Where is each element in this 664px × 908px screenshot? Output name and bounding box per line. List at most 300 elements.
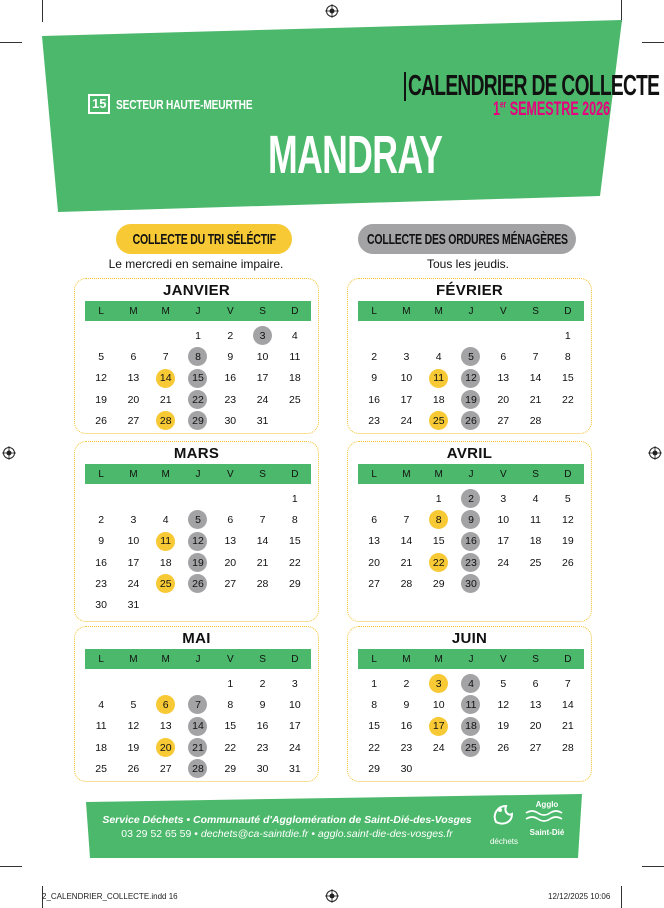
day-number: 5 (130, 698, 137, 711)
household-collection-day (182, 758, 214, 779)
selective-collection-day (423, 368, 455, 389)
day-number: 5 (188, 510, 207, 529)
day-cell (519, 509, 551, 530)
day-cell (552, 531, 584, 552)
day-cell (85, 368, 117, 389)
day-number: 7 (403, 513, 410, 526)
day-cell (358, 737, 390, 758)
day-number: 25 (429, 411, 448, 430)
day-number: 17 (429, 717, 448, 736)
day-cell (487, 737, 519, 758)
selective-collection-label: COLLECTE DU TRI SÉLÉCTIF (132, 230, 276, 248)
day-cell (279, 325, 311, 346)
day-number: 11 (429, 369, 448, 388)
semester-label (493, 100, 610, 119)
household-collection-day (455, 509, 487, 530)
day-cell (117, 368, 149, 389)
day-number: 8 (429, 510, 448, 529)
day-cell (423, 531, 455, 552)
day-cell (214, 389, 246, 410)
day-cell (214, 737, 246, 758)
day-number: 16 (461, 532, 480, 551)
day-number: 1 (227, 677, 234, 690)
empty-day (519, 325, 551, 346)
day-number: 8 (371, 698, 378, 711)
household-collection-day (455, 346, 487, 367)
day-cell (390, 531, 422, 552)
day-cell (487, 694, 519, 715)
day-cell (117, 509, 149, 530)
day-cell (552, 716, 584, 737)
day-number: 19 (461, 390, 480, 409)
day-number: 16 (400, 720, 413, 733)
day-number: 29 (368, 762, 380, 775)
selective-collection-day (150, 410, 182, 431)
day-cell (85, 346, 117, 367)
day-cell (552, 552, 584, 573)
day-number: 5 (500, 677, 507, 690)
weekday-label: S (532, 305, 539, 317)
day-number: 26 (95, 414, 107, 427)
day-cell (358, 531, 390, 552)
day-number: 27 (529, 741, 542, 754)
empty-day (390, 325, 422, 346)
day-number: 2 (461, 489, 480, 508)
day-cell (390, 368, 422, 389)
day-number: 31 (127, 599, 140, 612)
day-cell (246, 346, 278, 367)
selective-collection-day (423, 410, 455, 431)
day-number: 6 (532, 677, 539, 690)
sector-number: 15 (92, 96, 107, 111)
registration-mark-icon (648, 446, 662, 460)
day-cell (85, 716, 117, 737)
day-number: 24 (256, 393, 269, 406)
day-cell (390, 346, 422, 367)
weekday-label: L (371, 468, 377, 480)
day-number: 23 (224, 393, 237, 406)
day-number: 31 (289, 762, 301, 775)
day-number: 1 (195, 329, 201, 342)
footer-organization: Service Déchets • Communauté d'Agglomération de Saint-Dié-des-Vosges (102, 814, 472, 826)
day-cell (214, 673, 246, 694)
day-number: 20 (529, 720, 542, 733)
day-number: 13 (497, 372, 510, 385)
day-number: 19 (497, 720, 510, 733)
day-number: 26 (127, 762, 140, 775)
day-number: 20 (156, 738, 175, 757)
day-number: 5 (564, 492, 571, 505)
day-number: 27 (159, 762, 172, 775)
day-number: 27 (224, 577, 237, 590)
weekday-header (85, 649, 311, 669)
empty-day (85, 673, 117, 694)
weekday-header (358, 649, 584, 669)
agglo-logo (522, 800, 572, 844)
day-number: 14 (156, 369, 175, 388)
day-cell (117, 552, 149, 573)
household-collection-day (246, 325, 278, 346)
weekday-label: M (161, 653, 170, 665)
day-cell (117, 737, 149, 758)
day-number: 28 (188, 759, 207, 778)
household-collection-label: COLLECTE DES ORDURES MÉNAGÈRES (366, 230, 568, 248)
days-grid (358, 488, 584, 594)
day-number: 2 (403, 677, 410, 690)
selective-collection-badge (116, 224, 292, 254)
day-cell (519, 552, 551, 573)
day-number: 6 (500, 350, 507, 363)
day-cell (423, 389, 455, 410)
day-cell (150, 716, 182, 737)
day-cell (117, 758, 149, 779)
household-collection-day (182, 694, 214, 715)
day-number: 4 (461, 674, 480, 693)
sector-label: SECTEUR HAUTE-MEURTHE (116, 96, 253, 112)
day-number: 8 (188, 347, 207, 366)
day-number: 14 (188, 717, 207, 736)
day-cell (552, 694, 584, 715)
registration-mark-icon (2, 446, 16, 460)
household-collection-day (455, 694, 487, 715)
day-cell (150, 346, 182, 367)
day-cell (246, 694, 278, 715)
day-number: 27 (127, 414, 140, 427)
day-cell (150, 509, 182, 530)
weekday-label: V (499, 305, 507, 317)
day-cell (390, 737, 422, 758)
day-number: 6 (371, 513, 378, 526)
household-collection-badge (358, 224, 576, 254)
day-cell (487, 673, 519, 694)
day-number: 29 (188, 411, 207, 430)
empty-day (358, 488, 390, 509)
day-number: 4 (435, 350, 442, 363)
day-cell (519, 410, 551, 431)
day-number: 30 (461, 574, 480, 593)
month-name: FÉVRIER (435, 282, 504, 299)
empty-day (423, 325, 455, 346)
weekday-label: J (468, 653, 474, 665)
weekday-header (85, 464, 311, 484)
weekday-label: M (129, 653, 138, 665)
day-cell (552, 389, 584, 410)
weekday-label: D (564, 305, 572, 317)
selective-collection-note: Le mercredi en semaine impaire. (108, 257, 284, 271)
day-number: 24 (497, 556, 510, 569)
crop-mark (621, 886, 622, 908)
day-number: 18 (159, 556, 172, 569)
day-number: 3 (429, 674, 448, 693)
day-number: 16 (368, 393, 380, 406)
weekday-label: M (434, 305, 443, 317)
day-number: 28 (562, 741, 574, 754)
day-cell (85, 552, 117, 573)
day-number: 23 (256, 741, 269, 754)
day-cell (423, 573, 455, 594)
day-number: 14 (529, 372, 542, 385)
month-name: MAI (182, 630, 211, 647)
day-number: 15 (224, 720, 237, 733)
day-number: 25 (289, 393, 301, 406)
registration-mark-icon (325, 889, 339, 903)
day-number: 18 (529, 535, 542, 548)
day-number: 6 (156, 695, 175, 714)
day-number: 22 (368, 741, 380, 754)
empty-day (150, 325, 182, 346)
day-cell (552, 673, 584, 694)
empty-day (214, 488, 246, 509)
day-cell (487, 346, 519, 367)
day-number: 15 (188, 369, 207, 388)
day-number: 17 (497, 535, 510, 548)
day-number: 16 (224, 372, 237, 385)
day-cell (358, 716, 390, 737)
empty-day (85, 325, 117, 346)
day-cell (279, 488, 311, 509)
day-cell (552, 346, 584, 367)
day-cell (246, 410, 278, 431)
day-number: 20 (368, 556, 380, 569)
day-number: 20 (127, 393, 140, 406)
footer-website[interactable]: agglo.saint-die-des-vosges.fr (317, 828, 453, 840)
day-number: 16 (95, 556, 107, 569)
day-cell (246, 531, 278, 552)
day-cell (150, 758, 182, 779)
weekday-label: J (468, 468, 474, 480)
day-number: 28 (256, 577, 269, 590)
calendar-title: CALENDRIER DE COLLECTE (404, 72, 659, 101)
day-cell (117, 410, 149, 431)
household-collection-day (455, 737, 487, 758)
day-cell (519, 389, 551, 410)
print-slug-file: 2_CALENDRIER_COLLECTE.indd 16 (42, 892, 178, 901)
day-number: 17 (127, 556, 140, 569)
month-card (347, 626, 592, 782)
day-cell (552, 509, 584, 530)
day-cell (214, 531, 246, 552)
empty-day (85, 488, 117, 509)
day-number: 13 (159, 720, 172, 733)
day-cell (423, 737, 455, 758)
day-number: 2 (259, 677, 266, 690)
day-number: 7 (162, 350, 169, 363)
day-cell (85, 410, 117, 431)
day-cell (390, 673, 422, 694)
semester-ordinal: er (499, 99, 507, 111)
day-cell (85, 758, 117, 779)
day-number: 4 (98, 698, 105, 711)
day-cell (519, 737, 551, 758)
household-collection-day (455, 531, 487, 552)
day-number: 1 (435, 492, 442, 505)
empty-day (390, 488, 422, 509)
weekday-label: L (98, 468, 104, 480)
day-cell (150, 389, 182, 410)
day-number: 23 (368, 414, 380, 427)
day-cell (85, 594, 117, 615)
footer-contact: 03 29 52 65 59 • dechets@ca-saintdie.fr • agglo.saint-die-des-vosges.fr (121, 828, 453, 840)
day-cell (214, 410, 246, 431)
day-number: 30 (256, 762, 269, 775)
day-number: 25 (95, 762, 107, 775)
day-number: 8 (564, 350, 571, 363)
household-collection-day (182, 573, 214, 594)
day-cell (85, 694, 117, 715)
day-number: 25 (461, 738, 480, 757)
weekday-label: S (259, 468, 266, 480)
day-number: 3 (130, 513, 137, 526)
selective-collection-day (423, 552, 455, 573)
days-grid (85, 488, 311, 616)
weekday-label: D (564, 468, 572, 480)
day-number: 18 (461, 717, 480, 736)
day-cell (390, 573, 422, 594)
day-number: 5 (461, 347, 480, 366)
month-name: AVRIL (446, 445, 493, 462)
day-number: 4 (291, 329, 298, 342)
day-number: 13 (368, 535, 380, 548)
weekday-label: L (371, 305, 377, 317)
day-cell (519, 368, 551, 389)
household-collection-day (182, 389, 214, 410)
day-number: 23 (461, 553, 480, 572)
day-cell (487, 488, 519, 509)
day-number: 12 (188, 532, 207, 551)
day-cell (246, 673, 278, 694)
day-number: 10 (497, 513, 510, 526)
day-cell (117, 594, 149, 615)
day-number: 11 (95, 720, 107, 733)
empty-day (117, 488, 149, 509)
day-cell (279, 573, 311, 594)
day-cell (279, 552, 311, 573)
selective-collection-day (150, 737, 182, 758)
crop-mark (642, 866, 664, 867)
selective-collection-day (423, 509, 455, 530)
weekday-label: L (371, 653, 377, 665)
sector-badge (88, 94, 291, 114)
day-cell (117, 573, 149, 594)
weekday-label: M (161, 468, 170, 480)
day-number: 20 (497, 393, 510, 406)
day-cell (358, 410, 390, 431)
footer-email[interactable]: dechets@ca-saintdie.fr (200, 828, 309, 840)
weekday-label: D (291, 305, 299, 317)
day-cell (85, 737, 117, 758)
weekday-label: V (499, 653, 507, 665)
day-number: 24 (432, 741, 445, 754)
selective-collection-day (423, 716, 455, 737)
day-cell (214, 716, 246, 737)
household-collection-day (182, 737, 214, 758)
day-cell (182, 325, 214, 346)
recycle-leaf-icon (486, 800, 522, 830)
day-cell (214, 346, 246, 367)
day-cell (390, 716, 422, 737)
weekday-label: M (402, 468, 411, 480)
day-number: 29 (224, 762, 237, 775)
weekday-label: S (259, 653, 266, 665)
day-number: 4 (162, 513, 169, 526)
day-cell (552, 325, 584, 346)
day-cell (358, 673, 390, 694)
days-grid (358, 325, 584, 431)
day-number: 1 (564, 329, 571, 342)
day-number: 21 (562, 720, 574, 733)
day-number: 13 (224, 535, 237, 548)
day-number: 9 (461, 510, 480, 529)
month-card (347, 278, 592, 434)
weekday-label: L (98, 305, 104, 317)
day-number: 26 (188, 574, 207, 593)
day-number: 2 (371, 350, 378, 363)
day-number: 14 (562, 698, 574, 711)
day-cell (246, 573, 278, 594)
day-cell (279, 368, 311, 389)
day-number: 12 (562, 513, 574, 526)
day-cell (358, 694, 390, 715)
day-cell (246, 716, 278, 737)
weekday-label: V (499, 468, 507, 480)
crop-mark (0, 866, 22, 867)
household-collection-day (455, 716, 487, 737)
day-cell (487, 531, 519, 552)
day-number: 21 (188, 738, 207, 757)
day-number: 29 (289, 577, 301, 590)
household-collection-day (182, 368, 214, 389)
day-cell (390, 758, 422, 779)
household-collection-day (182, 410, 214, 431)
day-number: 24 (289, 741, 301, 754)
day-number: 10 (289, 698, 301, 711)
day-cell (279, 509, 311, 530)
day-cell (246, 509, 278, 530)
day-cell (246, 737, 278, 758)
day-cell (487, 389, 519, 410)
weekday-label: S (532, 468, 539, 480)
day-cell (85, 509, 117, 530)
day-number: 17 (289, 720, 301, 733)
day-number: 27 (497, 414, 510, 427)
day-number: 7 (532, 350, 539, 363)
day-number: 9 (371, 372, 378, 385)
day-cell (358, 509, 390, 530)
day-number: 9 (227, 350, 234, 363)
day-cell (214, 509, 246, 530)
day-cell (552, 737, 584, 758)
day-number: 22 (224, 741, 237, 754)
month-card (74, 626, 319, 782)
day-number: 17 (400, 393, 413, 406)
day-cell (85, 573, 117, 594)
weekday-label: J (468, 305, 474, 317)
day-cell (358, 758, 390, 779)
day-number: 15 (562, 372, 574, 385)
weekday-label: M (129, 468, 138, 480)
day-number: 18 (432, 393, 445, 406)
weekday-label: J (195, 468, 201, 480)
day-number: 3 (500, 492, 507, 505)
day-cell (358, 552, 390, 573)
weekday-label: J (195, 653, 201, 665)
day-number: 22 (562, 393, 574, 406)
day-number: 11 (530, 513, 542, 526)
weekday-header (358, 301, 584, 321)
selective-collection-day (423, 673, 455, 694)
day-cell (246, 552, 278, 573)
day-number: 13 (529, 698, 542, 711)
